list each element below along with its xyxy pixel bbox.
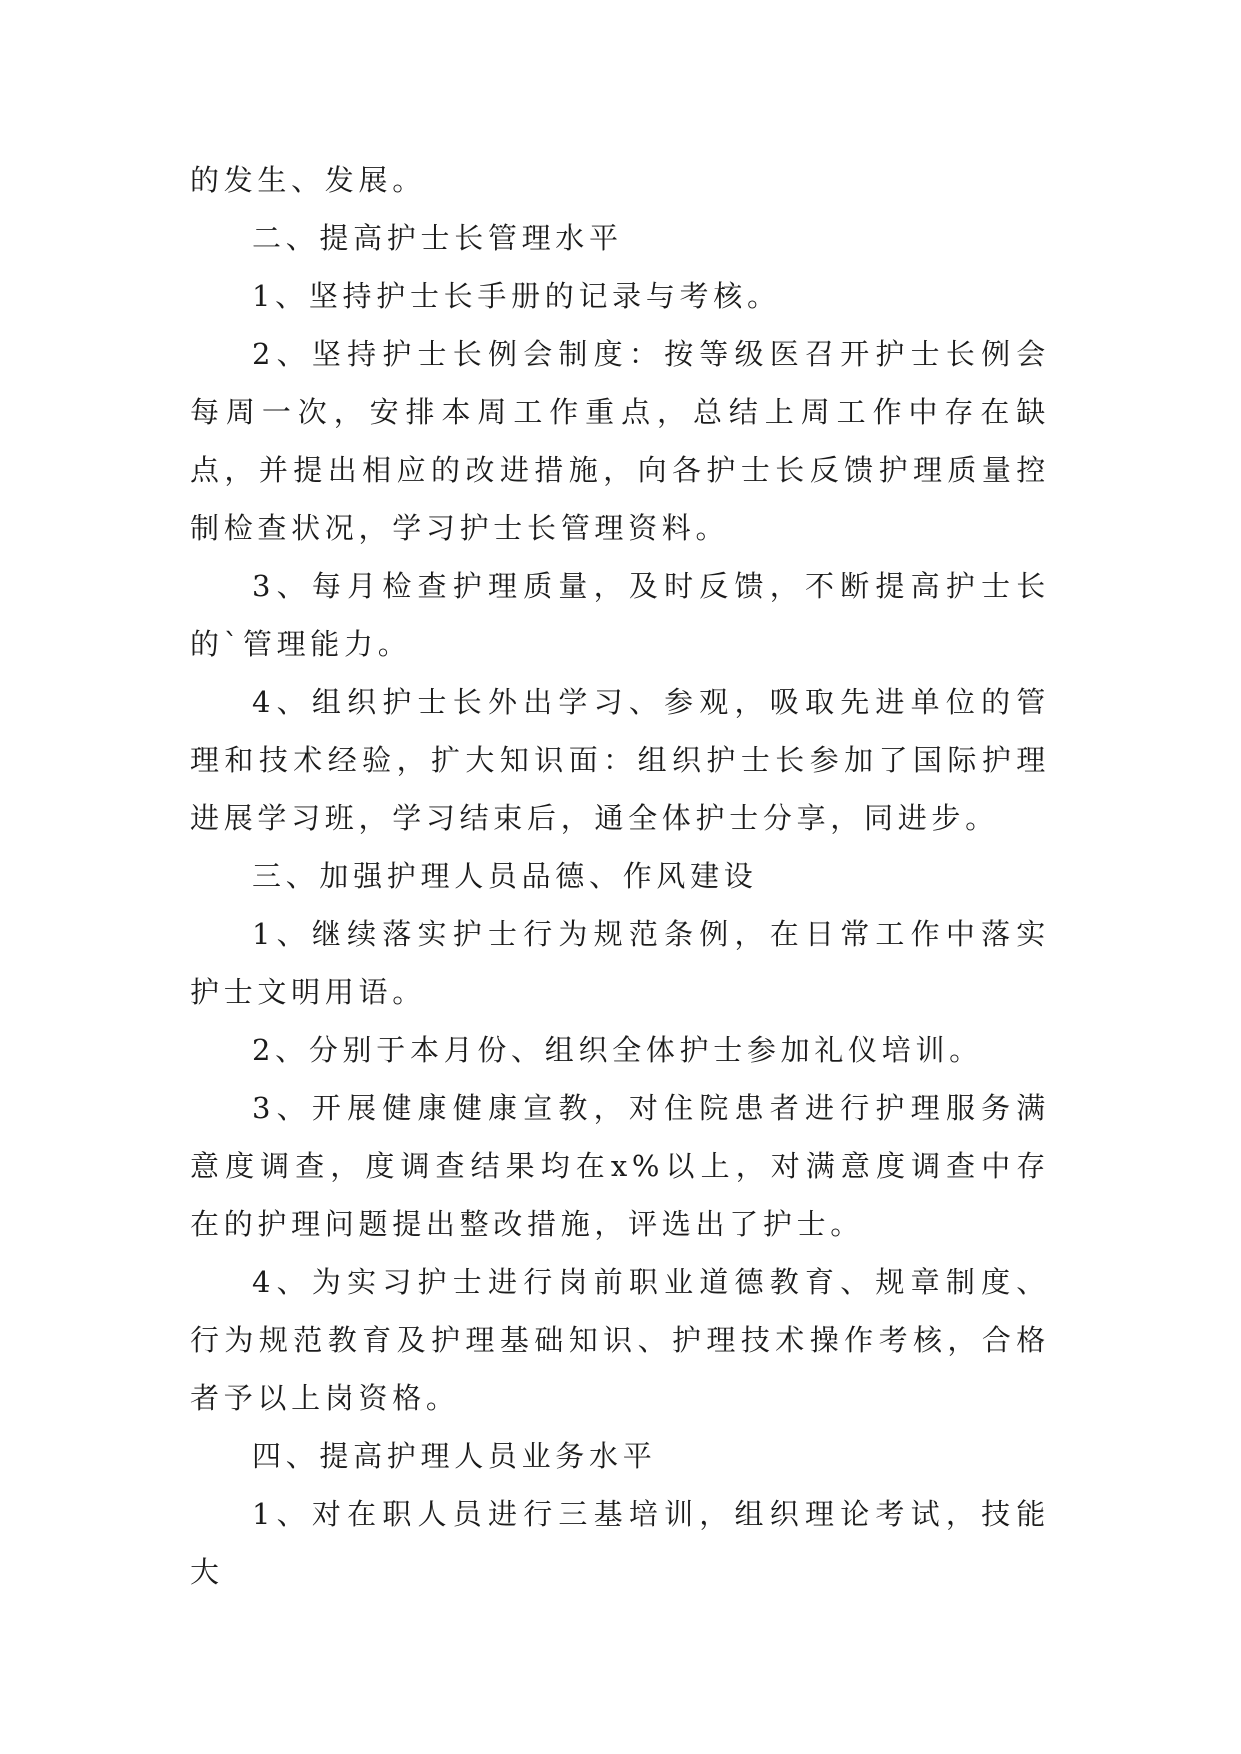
section-heading-3: 三、加强护理人员品德、作风建设 <box>252 859 758 893</box>
list-item-3-4: 4、为实习护士进行岗前职业道德教育、规章制度、行为规范教育及护理基础知识、护理技术操作考核，合格者予以上岗资格。 <box>190 1265 1050 1415</box>
document-body <box>190 151 1050 1601</box>
list-item-4-1: 1、对在职人员进行三基培训，组织理论考试，技能大 <box>190 1497 1050 1589</box>
list-item-3-2: 2、分别于本月份、组织全体护士参加礼仪培训。 <box>252 1033 983 1067</box>
section-heading-2: 二、提高护士长管理水平 <box>252 221 623 255</box>
list-item-2-3: 3、每月检查护理质量，及时反馈，不断提高护士长的`管理能力。 <box>190 569 1050 661</box>
list-item-3-1: 1、继续落实护士行为规范条例，在日常工作中落实护士文明用语。 <box>190 917 1050 1009</box>
list-item-2-1: 1、坚持护士长手册的记录与考核。 <box>252 279 781 313</box>
paragraph-continuation: 的发生、发展。 <box>190 163 426 197</box>
section-heading-4: 四、提高护理人员业务水平 <box>252 1439 657 1473</box>
list-item-2-4: 4、组织护士长外出学习、参观，吸取先进单位的管理和技术经验，扩大知识面：组织护士长参加了国际护理进展学习班，学习结束后，通全体护士分享，同进步。 <box>190 685 1050 835</box>
list-item-2-2: 2、坚持护士长例会制度：按等级医召开护士长例会每周一次，安排本周工作重点，总结上周工作中存在缺点，并提出相应的改进措施，向各护士长反馈护理质量控制检查状况，学习护士长管理资料。 <box>190 337 1050 545</box>
list-item-3-3: 3、开展健康健康宣教，对住院患者进行护理服务满意度调查，度调查结果均在x%以上，对满意度调查中存在的护理问题提出整改措施，评选出了护士。 <box>190 1091 1050 1241</box>
